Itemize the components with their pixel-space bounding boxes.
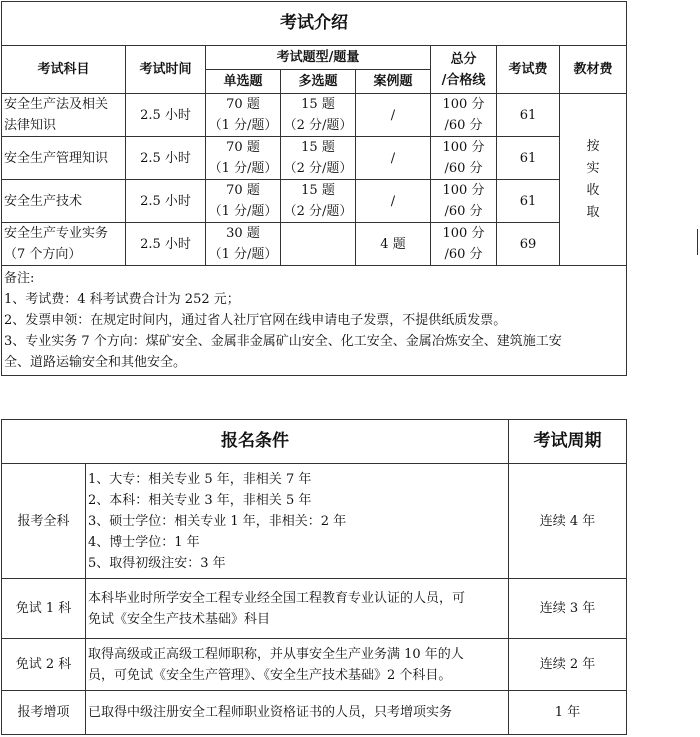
fee-cell: 61 [497,137,560,180]
case-cell: / [356,180,431,223]
case-cell: / [356,137,431,180]
table-row [2,94,627,137]
edge-divider [697,229,698,255]
subject-cell: 安全生产法及相关 法律知识 [2,94,126,137]
condition-details: 本科毕业时所学安全工程专业经全国工程教育专业认证的人员，可 免试《安全生产技术基础》科目 [86,579,509,639]
exam-intro-title: 考试介绍 [2,2,627,46]
table-row [2,180,627,223]
exam-cycle: 连续 2 年 [509,639,627,691]
condition-label: 免试 1 科 [2,579,86,639]
condition-details: 已取得中级注册安全工程师职业资格证书的人员，只考增项实务 [86,691,509,735]
single-cell: 70 题 （1 分/题） [206,137,281,180]
condition-details: 取得高级或正高级工程师职称，并从事安全生产业务满 10 年的人 员，可免试《安全生产管理》、《安全生产技术基础》2 个科目。 [86,639,509,691]
subject-cell: 安全生产专业实务 （7 个方向） [2,223,126,266]
single-cell: 70 题 （1 分/题） [206,180,281,223]
single-cell: 30 题 （1 分/题） [206,223,281,266]
fee-cell: 69 [497,223,560,266]
table-row [2,223,627,266]
duration-cell: 2.5 小时 [126,180,206,223]
header-material-fee: 教材费 [560,46,627,94]
header-multi-choice: 多选题 [281,70,356,94]
notes-section [2,266,627,376]
condition-label: 报考全科 [2,464,86,579]
header-duration: 考试时间 [126,46,206,94]
header-fee: 考试费 [497,46,560,94]
condition-details: 1、大专：相关专业 5 年，非相关 7 年 2、本科：相关专业 3 年，非相关 5 年 3、硕士学位：相关专业 1 年，非相关：2 年 4、博士学位：1 年 5、取得初级注安：3 年 [86,464,509,579]
duration-cell: 2.5 小时 [126,137,206,180]
note-line: 2、发票申领：在规定时间内，通过省人社厅官网在线申请电子发票，不提供纸质发票。 [4,313,507,328]
case-cell: 4 题 [356,223,431,266]
total-cell: 100 分 /60 分 [431,180,497,223]
total-cell: 100 分 /60 分 [431,223,497,266]
notes-heading: 备注: [4,271,35,286]
table-row [2,691,627,735]
header-subject: 考试科目 [2,46,126,94]
total-cell: 100 分 /60 分 [431,137,497,180]
condition-label: 免试 2 科 [2,639,86,691]
header-question-types: 考试题型/题量 [206,46,431,70]
exam-cycle: 连续 4 年 [509,464,627,579]
fee-cell: 61 [497,180,560,223]
exam-cycle: 连续 3 年 [509,579,627,639]
single-cell: 70 题 （1 分/题） [206,94,281,137]
table-row [2,639,627,691]
note-line: 3、专业实务 7 个方向：煤矿安全、金属非金属矿山安全、化工安全、金属冶炼安全、建筑施工安 [4,334,562,349]
total-cell: 100 分 /60 分 [431,94,497,137]
multi-cell: 15 题 （2 分/题） [281,94,356,137]
exam-cycle: 1 年 [509,691,627,735]
note-line: 1、考试费：4 科考试费合计为 252 元； [4,292,240,307]
condition-label: 报考增项 [2,691,86,735]
material-fee-cell: 按 实 收 取 [560,94,627,266]
subject-cell: 安全生产管理知识 [2,137,126,180]
subject-cell: 安全生产技术 [2,180,126,223]
header-single-choice: 单选题 [206,70,281,94]
registration-table [1,419,627,735]
multi-cell: 15 题 （2 分/题） [281,137,356,180]
header-total-score: 总分 /合格线 [431,46,497,94]
multi-cell [281,223,356,266]
exam-cycle-header: 考试周期 [509,420,627,464]
multi-cell: 15 题 （2 分/题） [281,180,356,223]
fee-cell: 61 [497,94,560,137]
table-row [2,464,627,579]
exam-intro-table [1,1,627,376]
duration-cell: 2.5 小时 [126,223,206,266]
table-row [2,579,627,639]
note-line: 全、道路运输安全和其他安全。 [4,355,187,370]
header-case-question: 案例题 [356,70,431,94]
duration-cell: 2.5 小时 [126,94,206,137]
table-row [2,137,627,180]
case-cell: / [356,94,431,137]
registration-title: 报名条件 [2,420,509,464]
